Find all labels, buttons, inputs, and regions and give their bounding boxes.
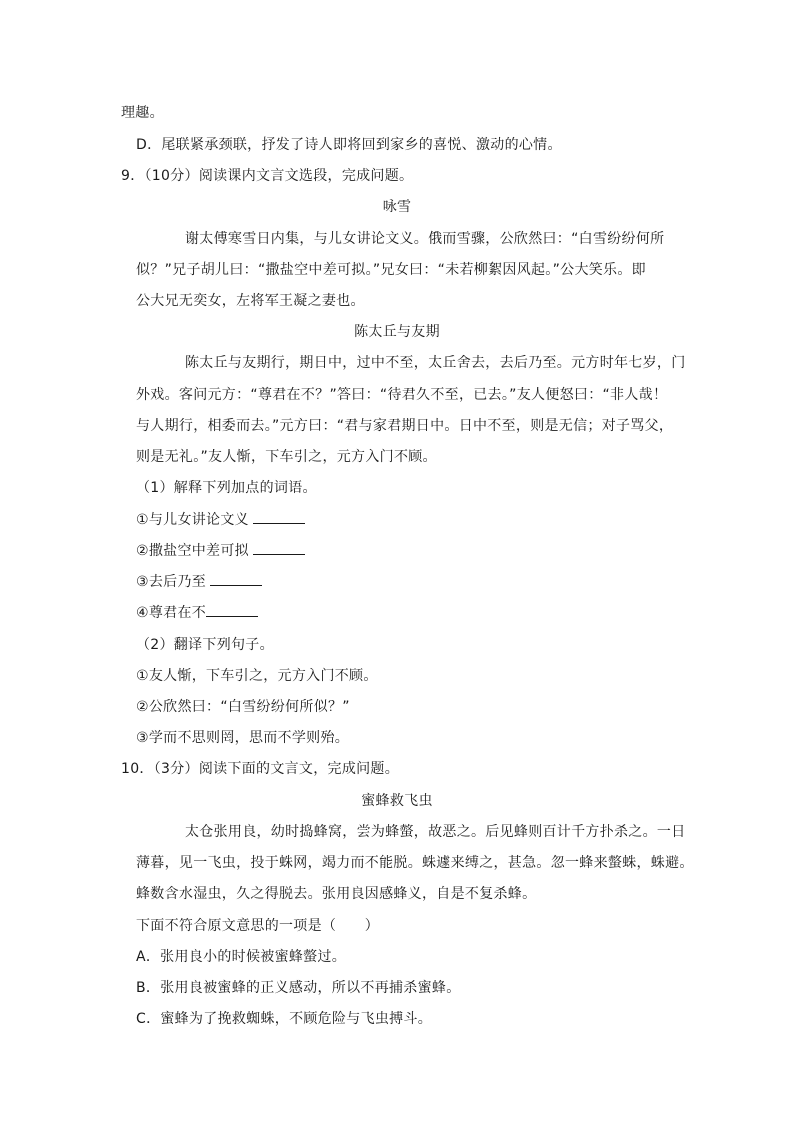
answer-blank[interactable] — [210, 573, 262, 586]
question-9-header: 9．（10分）阅读课内文言文选段，完成问题。 — [121, 168, 414, 184]
passage-title-2: 陈太丘与友期 — [354, 324, 440, 340]
question-10-prompt: 下面不符合原文意思的一项是（ ） — [136, 918, 380, 934]
item-1b — [136, 542, 305, 560]
passage-3-line: 太仓张用良，幼时捣蜂窝，尝为蜂螫，故恶之。后见蜂则百计千方扑杀之。一日 — [185, 824, 686, 840]
text-line: 理趣。 — [121, 105, 164, 121]
item-2b: ②公欣然曰：“白雪纷纷何所似？” — [136, 699, 350, 715]
item-text: ④尊君在不 — [136, 605, 207, 621]
answer-blank[interactable] — [253, 542, 305, 555]
item-text: ②撒盐空中差可拟 — [136, 543, 249, 559]
option-a: A．张用良小的时候被蜜蜂螫过。 — [136, 949, 347, 965]
question-10-header: 10．（3分）阅读下面的文言文，完成问题。 — [121, 761, 400, 777]
option-d: D．尾联紧承颈联，抒发了诗人即将回到家乡的喜悦、激动的心情。 — [136, 137, 562, 153]
option-c: C．蜜蜂为了挽救蜘蛛，不顾危险与飞虫搏斗。 — [136, 1011, 433, 1027]
passage-2-line: 外戏。客问元方：“尊君在不？”答曰：“待君久不至，已去。”友人便怒曰：“非人哉！ — [136, 387, 668, 403]
item-2c: ③学而不思则罔，思而不学则殆。 — [136, 730, 350, 746]
passage-3-line: 薄暮，见一飞虫，投于蛛网，竭力而不能脱。蛛遽来缚之，甚急。忽一蜂来螫蛛，蛛避。 — [136, 855, 694, 871]
passage-1-line: 公大兄无奕女，左将军王凝之妻也。 — [136, 293, 365, 309]
passage-2-line: 陈太丘与友期行，期日中，过中不至，太丘舍去，去后乃至。元方时年七岁，门 — [185, 355, 686, 371]
answer-blank[interactable] — [253, 511, 305, 524]
option-b: B．张用良被蜜蜂的正义感动，所以不再捕杀蜜蜂。 — [136, 980, 461, 996]
passage-1-line: 谢太傅寒雪日内集，与儿女讲论文义。俄而雪骤，公欣然曰：“白雪纷纷何所 — [185, 231, 665, 247]
item-text: ①与儿女讲论文义 — [136, 512, 249, 528]
passage-2-line: 与人期行，相委而去。”元方曰：“君与家君期日中。日中不至，则是无信；对子骂父， — [136, 418, 674, 434]
passage-title-3: 蜜蜂救飞虫 — [361, 793, 433, 809]
item-1d — [136, 604, 258, 622]
passage-title-1: 咏雪 — [382, 199, 412, 215]
item-1c — [136, 573, 262, 591]
item-1a — [136, 511, 305, 529]
passage-2-line: 则是无礼。”友人惭，下车引之，元方入门不顾。 — [136, 449, 437, 465]
item-2a: ①友人惭，下车引之，元方入门不顾。 — [136, 668, 378, 684]
answer-blank[interactable] — [206, 604, 258, 617]
passage-3-line: 蜂数含水湿虫，久之得脱去。张用良因感蜂义，自是不复杀蜂。 — [136, 886, 537, 902]
sub-question-2: （2）翻译下列句子。 — [136, 637, 274, 653]
item-text: ③去后乃至 — [136, 574, 207, 590]
passage-1-line: 似？”兄子胡儿曰：“撒盐空中差可拟。”兄女曰：“未若柳絮因风起。”公大笑乐。即 — [136, 262, 646, 278]
sub-question-1: （1）解释下列加点的词语。 — [136, 480, 317, 496]
